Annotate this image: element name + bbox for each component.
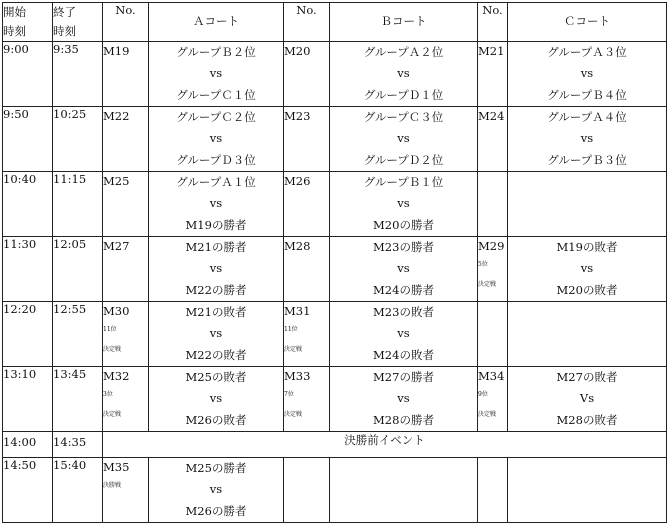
match-team-1: グループＡ３位 bbox=[547, 45, 627, 59]
match-number: M29 5位 決定戦 bbox=[478, 237, 508, 302]
match-cell bbox=[330, 42, 478, 107]
empty-cell bbox=[284, 458, 330, 523]
match-team-1: グループＡ２位 bbox=[363, 45, 444, 59]
match-team-1 bbox=[508, 172, 666, 193]
match-number: M25 bbox=[103, 172, 149, 237]
match-cell bbox=[149, 237, 284, 302]
match-vs: vs bbox=[580, 131, 594, 146]
match-vs: vs bbox=[209, 66, 223, 81]
match-team-1: M25の勝者 bbox=[185, 461, 247, 475]
match-cell bbox=[330, 172, 478, 237]
match-vs: vs bbox=[209, 391, 223, 406]
match-team-2: M26の勝者 bbox=[185, 503, 247, 518]
match-vs: vs bbox=[580, 66, 594, 81]
match-number: M28 bbox=[284, 237, 330, 302]
match-team-2: M22の勝者 bbox=[185, 282, 247, 297]
match-number bbox=[478, 172, 508, 237]
match-team-1: M19の敗者 bbox=[556, 240, 618, 254]
match-team-2: グループＤ２位 bbox=[363, 152, 444, 167]
match-team-2: グループＤ３位 bbox=[176, 152, 256, 167]
start-time: 11:30 bbox=[3, 237, 53, 302]
schedule-table bbox=[2, 2, 667, 523]
header-no-c: No. bbox=[478, 3, 508, 42]
start-time: 9:00 bbox=[3, 42, 53, 107]
empty-cell bbox=[330, 458, 478, 523]
match-team-2: M24の勝者 bbox=[373, 282, 434, 297]
match-team-2: M24の敗者 bbox=[373, 347, 434, 362]
match-number: M32 3位 決定戦 bbox=[103, 367, 149, 432]
match-cell bbox=[508, 107, 667, 172]
header-court-c: Ｃコート bbox=[508, 3, 667, 42]
end-time: 15:40 bbox=[53, 458, 103, 523]
match-number: M19 bbox=[103, 42, 149, 107]
match-team-1 bbox=[508, 302, 666, 323]
header-row bbox=[3, 3, 667, 42]
header-court-a: Ａコート bbox=[149, 3, 284, 42]
match-number bbox=[478, 302, 508, 367]
match-vs: vs bbox=[209, 482, 223, 497]
header-start-time: 開始 時刻 bbox=[3, 3, 53, 42]
match-number: M22 bbox=[103, 107, 149, 172]
match-cell bbox=[149, 107, 284, 172]
match-number: M33 7位 決定戦 bbox=[284, 367, 330, 432]
match-number: M35 決勝戦 bbox=[103, 458, 149, 523]
match-vs: vs bbox=[397, 261, 410, 276]
match-number: M26 bbox=[284, 172, 330, 237]
empty-cell bbox=[478, 458, 508, 523]
match-team-1: M27の敗者 bbox=[556, 370, 618, 384]
header-end-time: 終了 時刻 bbox=[53, 3, 103, 42]
match-note-2: 決定戦 bbox=[284, 346, 303, 353]
end-time: 13:45 bbox=[53, 367, 103, 432]
match-cell bbox=[508, 302, 667, 367]
match-team-1: グループＢ２位 bbox=[176, 45, 256, 59]
match-vs: vs bbox=[209, 326, 223, 341]
match-team-1: M23の勝者 bbox=[373, 240, 434, 254]
match-number: M24 bbox=[478, 107, 508, 172]
match-vs: vs bbox=[209, 131, 223, 146]
match-vs: vs bbox=[397, 391, 410, 406]
end-time: 14:35 bbox=[53, 432, 103, 458]
match-cell bbox=[149, 42, 284, 107]
header-no-a: No. bbox=[103, 3, 149, 42]
schedule-row bbox=[3, 367, 667, 432]
match-team-1: グループＣ２位 bbox=[176, 110, 256, 124]
match-number: M21 bbox=[478, 42, 508, 107]
match-note: 11位 bbox=[284, 326, 298, 333]
start-time: 14:00 bbox=[3, 432, 53, 458]
match-number: M31 11位 決定戦 bbox=[284, 302, 330, 367]
match-cell bbox=[149, 458, 284, 523]
match-team-2: グループＢ４位 bbox=[547, 87, 627, 102]
match-vs: vs bbox=[397, 66, 410, 81]
match-note-2: 決定戦 bbox=[478, 281, 497, 288]
header-court-b: Ｂコート bbox=[330, 3, 478, 42]
match-cell bbox=[330, 237, 478, 302]
match-cell bbox=[508, 42, 667, 107]
match-team-1: グループＢ１位 bbox=[363, 175, 444, 189]
match-number: M27 bbox=[103, 237, 149, 302]
schedule-row bbox=[3, 107, 667, 172]
match-note: 7位 bbox=[284, 391, 294, 398]
match-note: 5位 bbox=[478, 261, 488, 268]
end-time: 11:15 bbox=[53, 172, 103, 237]
match-team-1: M27の勝者 bbox=[373, 370, 434, 384]
match-vs: Vs bbox=[579, 391, 595, 406]
match-cell bbox=[149, 302, 284, 367]
match-vs: vs bbox=[209, 261, 223, 276]
match-team-2: グループＣ１位 bbox=[176, 87, 256, 102]
match-cell bbox=[508, 367, 667, 432]
match-vs bbox=[508, 323, 666, 344]
start-time: 13:10 bbox=[3, 367, 53, 432]
match-vs: vs bbox=[397, 326, 410, 341]
match-team-1: グループＡ４位 bbox=[547, 110, 627, 124]
match-vs: vs bbox=[209, 196, 223, 211]
end-time: 12:05 bbox=[53, 237, 103, 302]
match-team-2 bbox=[508, 345, 666, 366]
match-team-1: M21の敗者 bbox=[185, 305, 247, 319]
match-vs: vs bbox=[397, 196, 410, 211]
match-cell bbox=[508, 237, 667, 302]
match-team-1: M25の敗者 bbox=[185, 370, 247, 384]
match-team-2: M20の敗者 bbox=[556, 282, 618, 297]
match-cell bbox=[330, 302, 478, 367]
match-note: 11位 bbox=[103, 326, 117, 333]
match-team-2: M19の勝者 bbox=[185, 217, 247, 232]
empty-cell bbox=[508, 458, 667, 523]
event-row bbox=[3, 432, 667, 458]
match-team-2: M26の敗者 bbox=[185, 412, 247, 427]
match-team-1: グループＡ１位 bbox=[176, 175, 256, 189]
match-team-2: グループＢ３位 bbox=[547, 152, 627, 167]
match-vs: vs bbox=[580, 261, 594, 276]
match-note: 決勝戦 bbox=[103, 482, 122, 489]
match-note-2: 決定戦 bbox=[103, 346, 122, 353]
start-time: 14:50 bbox=[3, 458, 53, 523]
match-vs bbox=[508, 193, 666, 214]
match-number: M20 bbox=[284, 42, 330, 107]
match-note: 9位 bbox=[478, 391, 488, 398]
match-cell bbox=[330, 367, 478, 432]
match-team-2: M22の敗者 bbox=[185, 347, 247, 362]
match-number: M30 11位 決定戦 bbox=[103, 302, 149, 367]
match-team-2: M28の敗者 bbox=[556, 412, 618, 427]
start-time: 9:50 bbox=[3, 107, 53, 172]
end-time: 10:25 bbox=[53, 107, 103, 172]
match-team-2 bbox=[508, 215, 666, 236]
schedule-row bbox=[3, 42, 667, 107]
match-team-1: M21の勝者 bbox=[185, 240, 247, 254]
schedule-row bbox=[3, 237, 667, 302]
match-cell bbox=[149, 172, 284, 237]
match-note-2: 決定戦 bbox=[103, 411, 122, 418]
end-time: 12:55 bbox=[53, 302, 103, 367]
final-row bbox=[3, 458, 667, 523]
match-cell bbox=[508, 172, 667, 237]
start-time: 10:40 bbox=[3, 172, 53, 237]
match-cell bbox=[330, 107, 478, 172]
match-cell bbox=[149, 367, 284, 432]
event-label: 決勝前イベント bbox=[103, 432, 667, 458]
match-team-2: グループＤ１位 bbox=[363, 87, 444, 102]
end-time: 9:35 bbox=[53, 42, 103, 107]
match-team-1: M23の敗者 bbox=[373, 305, 434, 319]
schedule-row bbox=[3, 172, 667, 237]
schedule-row bbox=[3, 302, 667, 367]
match-team-1: グループＣ３位 bbox=[363, 110, 444, 124]
match-number: M34 9位 決定戦 bbox=[478, 367, 508, 432]
match-team-2: M28の勝者 bbox=[373, 412, 434, 427]
match-note: 3位 bbox=[103, 391, 113, 398]
match-team-2: M20の勝者 bbox=[373, 217, 434, 232]
start-time: 12:20 bbox=[3, 302, 53, 367]
match-note-2: 決定戦 bbox=[284, 411, 303, 418]
match-vs: vs bbox=[397, 131, 410, 146]
match-note-2: 決定戦 bbox=[478, 411, 497, 418]
match-number: M23 bbox=[284, 107, 330, 172]
header-no-b: No. bbox=[284, 3, 330, 42]
